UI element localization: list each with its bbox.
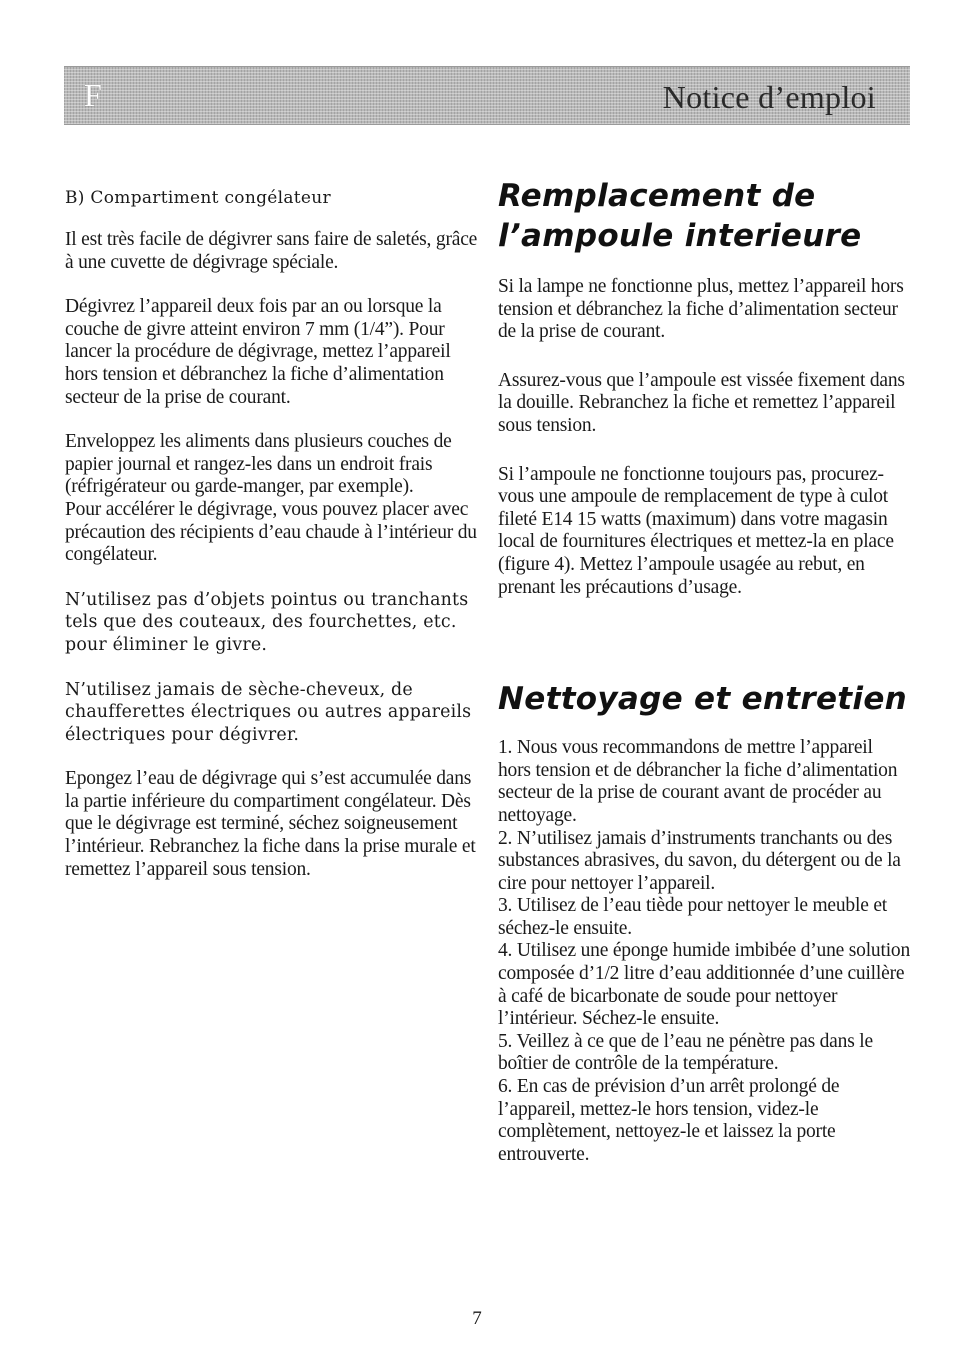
- heading-line: Remplacement de: [498, 178, 816, 214]
- freezer-subheading: B) Compartiment congélateur: [65, 188, 331, 208]
- paragraph: Enveloppez les aliments dans plusieurs couches de papier journal et rangez-les dans un endroit frais (réfrigérateur ou garde-manger, par exemple).: [65, 431, 452, 498]
- list-item: 1. Nous vous recommandons de mettre l’appareil hors tension et de débrancher la fiche d’alimentation secteur de la prise de courant avant de procéder au nettoyage.: [498, 737, 898, 826]
- header-title: Notice d’emploi: [662, 79, 876, 115]
- page-number: 7: [472, 1308, 482, 1329]
- paragraph: N’utilisez jamais de sèche-cheveux, de chaufferettes électriques ou autres appareils électriques pour dégivrer.: [65, 679, 472, 745]
- list-item: 4. Utilisez une éponge humide imbibée d’une solution composée d’1/2 litre d’eau additionnée d’une cuillère à café de bicarbonate de soude pour nettoyer l’intérieur. Séchez-le ensuite.: [498, 940, 911, 1030]
- paragraph: Pour accélérer le dégivrage, vous pouvez placer avec précaution des récipients d’eau chaude à l’intérieur du congélateur.: [65, 498, 477, 566]
- paragraph: Dégivrez l’appareil deux fois par an ou lorsque la couche de givre atteint environ 7 mm (1/4”). Pour lancer la procédure de dégivrage, mettez l’appareil hors tension et débranchez la fiche d’alimentation secteur de la prise de courant.: [65, 296, 451, 408]
- heading-line: l’ampoule interieure: [498, 218, 862, 254]
- header-band: [64, 66, 910, 125]
- language-letter: F: [84, 77, 102, 113]
- paragraph: Il est très facile de dégivrer sans faire de saletés, grâce à une cuvette de dégivrage spéciale.: [65, 229, 478, 273]
- left-column: [65, 186, 483, 881]
- cleaning-heading: Nettoyage et entretien: [498, 681, 908, 718]
- right-column: [498, 176, 910, 1166]
- list-item: 2. N’utilisez jamais d’instruments tranchants ou des substances abrasives, du savon, du détergent ou de la cire pour nettoyer l’appareil.: [498, 827, 901, 894]
- paragraph: N’utilisez pas d’objets pointus ou tranchants tels que des couteaux, des fourchettes, etc. pour éliminer le givre.: [65, 589, 469, 655]
- list-item: 6. En cas de prévision d’un arrêt prolongé de l’appareil, mettez-le hors tension, videz-le complètement, nettoyez-le et laissez la porte entrouverte.: [498, 1076, 840, 1165]
- list-item: 3. Utilisez de l’eau tiède pour nettoyer le meuble et séchez-le ensuite.: [498, 895, 887, 939]
- paragraph: Epongez l’eau de dégivrage qui s’est accumulée dans la partie inférieure du compartiment congélateur. Dès que le dégivrage est terminé, séchez soigneusement l’intérieur. Rebranchez la fiche dans la prise murale et remettez l’appareil sous tension.: [65, 768, 476, 880]
- paragraph: Si l’ampoule ne fonctionne toujours pas, procurez-vous une ampoule de remplacement de type à culot fileté E14 15 watts (maximum) dans votre magasin local de fournitures électriques et mettez-la en place (figure 4). Mettez l’ampoule usagée au rebut, en prenant les précautions d’usage.: [498, 463, 894, 598]
- paragraph: Assurez-vous que l’ampoule est vissée fixement dans la douille. Rebranchez la fiche et remettez l’appareil sous tension.: [498, 369, 905, 436]
- list-item: 5. Veillez à ce que de l’eau ne pénètre pas dans le boîtier de contrôle de la température.: [498, 1030, 873, 1075]
- cleaning-list: [498, 737, 910, 1166]
- paragraph: Si la lampe ne fonctionne plus, mettez l’appareil hors tension et débranchez la fiche d’alimentation secteur de la prise de courant.: [498, 276, 904, 343]
- bulb-replacement-heading: [498, 176, 910, 256]
